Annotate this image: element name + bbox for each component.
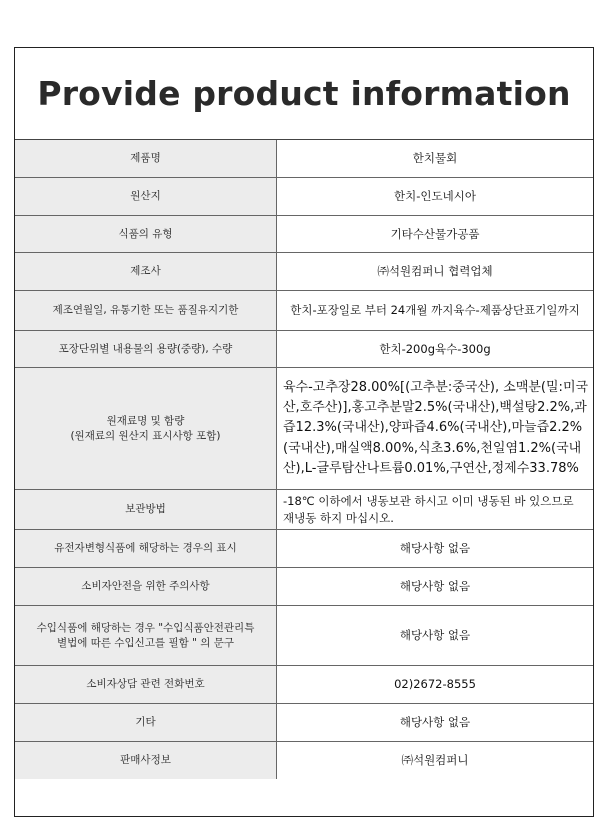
row-label	[15, 606, 277, 665]
table-row	[15, 568, 593, 606]
row-label: 소비자상담 관련 전화번호	[15, 666, 277, 703]
row-label: 포장단위별 내용물의 용량(중량), 수량	[15, 331, 277, 367]
row-label: 제조연월일, 유통기한 또는 품질유지기한	[15, 291, 277, 330]
row-value: 육수-고추장28.00%[(고추분:중국산), 소맥분(밀:미국산,호주산)],홍고추분말2.5%(국내산),백설탕2.2%,과즙12.3%(국내산),양파즙4.6%(국내산),마늘즙2.2%(국내산),매실액8.00%,식초3.6%,천일염1.2%(국내산),L-글루탐산나트륨0.01%,구연산,정제수33.78%	[283, 380, 589, 476]
row-value: 02)2672-8555	[394, 677, 476, 692]
title-box	[15, 48, 593, 140]
row-value: 기타수산물가공품	[390, 226, 480, 241]
table-row	[15, 606, 593, 666]
row-value: 해당사항 없음	[399, 541, 471, 556]
table-row	[15, 216, 593, 253]
value-line: 한치-포장일로 부터 24개월 까지	[290, 303, 454, 318]
table-row	[15, 331, 593, 368]
row-label: 제조사	[15, 253, 277, 290]
table-row	[15, 490, 593, 530]
label-line: (원재료의 원산지 표시사항 포함)	[70, 429, 221, 442]
row-label: 제품명	[15, 140, 277, 177]
label-line: 수입식품에 해당하는 경우 "수입식품안전관리특	[36, 622, 255, 635]
page-title: Provide product information	[37, 74, 571, 113]
table-row	[15, 530, 593, 568]
row-label: 원산지	[15, 178, 277, 215]
value-line: 한치-200g	[379, 341, 435, 356]
row-value	[277, 291, 593, 330]
table-row	[15, 368, 593, 490]
label-line: 별법에 따른 수입신고를 필함 " 의 문구	[57, 636, 234, 649]
row-label: 유전자변형식품에 해당하는 경우의 표시	[15, 530, 277, 567]
product-info-sheet	[14, 47, 594, 817]
row-value: -18℃ 이하에서 냉동보관 하시고 이미 냉동된 바 있으므로 재냉동 하지 마십시오.	[283, 493, 574, 525]
row-value	[277, 331, 593, 367]
row-label: 보관방법	[15, 490, 277, 529]
row-label: 식품의 유형	[15, 216, 277, 252]
table-row	[15, 178, 593, 216]
table-row	[15, 742, 593, 779]
row-value: ㈜석원컴퍼니	[401, 753, 469, 768]
row-value: 해당사항 없음	[399, 628, 471, 643]
row-value: 한치물회	[412, 151, 458, 166]
row-value: 해당사항 없음	[399, 715, 471, 730]
row-label: 기타	[15, 704, 277, 741]
table-row	[15, 291, 593, 331]
value-line: 육수-300g	[435, 341, 491, 356]
table-row	[15, 140, 593, 178]
table-row	[15, 253, 593, 291]
table-row	[15, 666, 593, 704]
row-value: 해당사항 없음	[399, 579, 471, 594]
row-value: ㈜석원컴퍼니 협력업체	[377, 264, 493, 279]
row-label	[15, 368, 277, 489]
product-info-table	[15, 140, 593, 779]
table-row	[15, 704, 593, 742]
value-line: 육수-제품상단표기일까지	[453, 303, 580, 318]
row-label: 소비자안전을 위한 주의사항	[15, 568, 277, 605]
row-label: 판매사정보	[15, 742, 277, 779]
row-value: 한치-인도네시아	[394, 189, 476, 204]
label-line: 원재료명 및 함량	[106, 415, 185, 428]
